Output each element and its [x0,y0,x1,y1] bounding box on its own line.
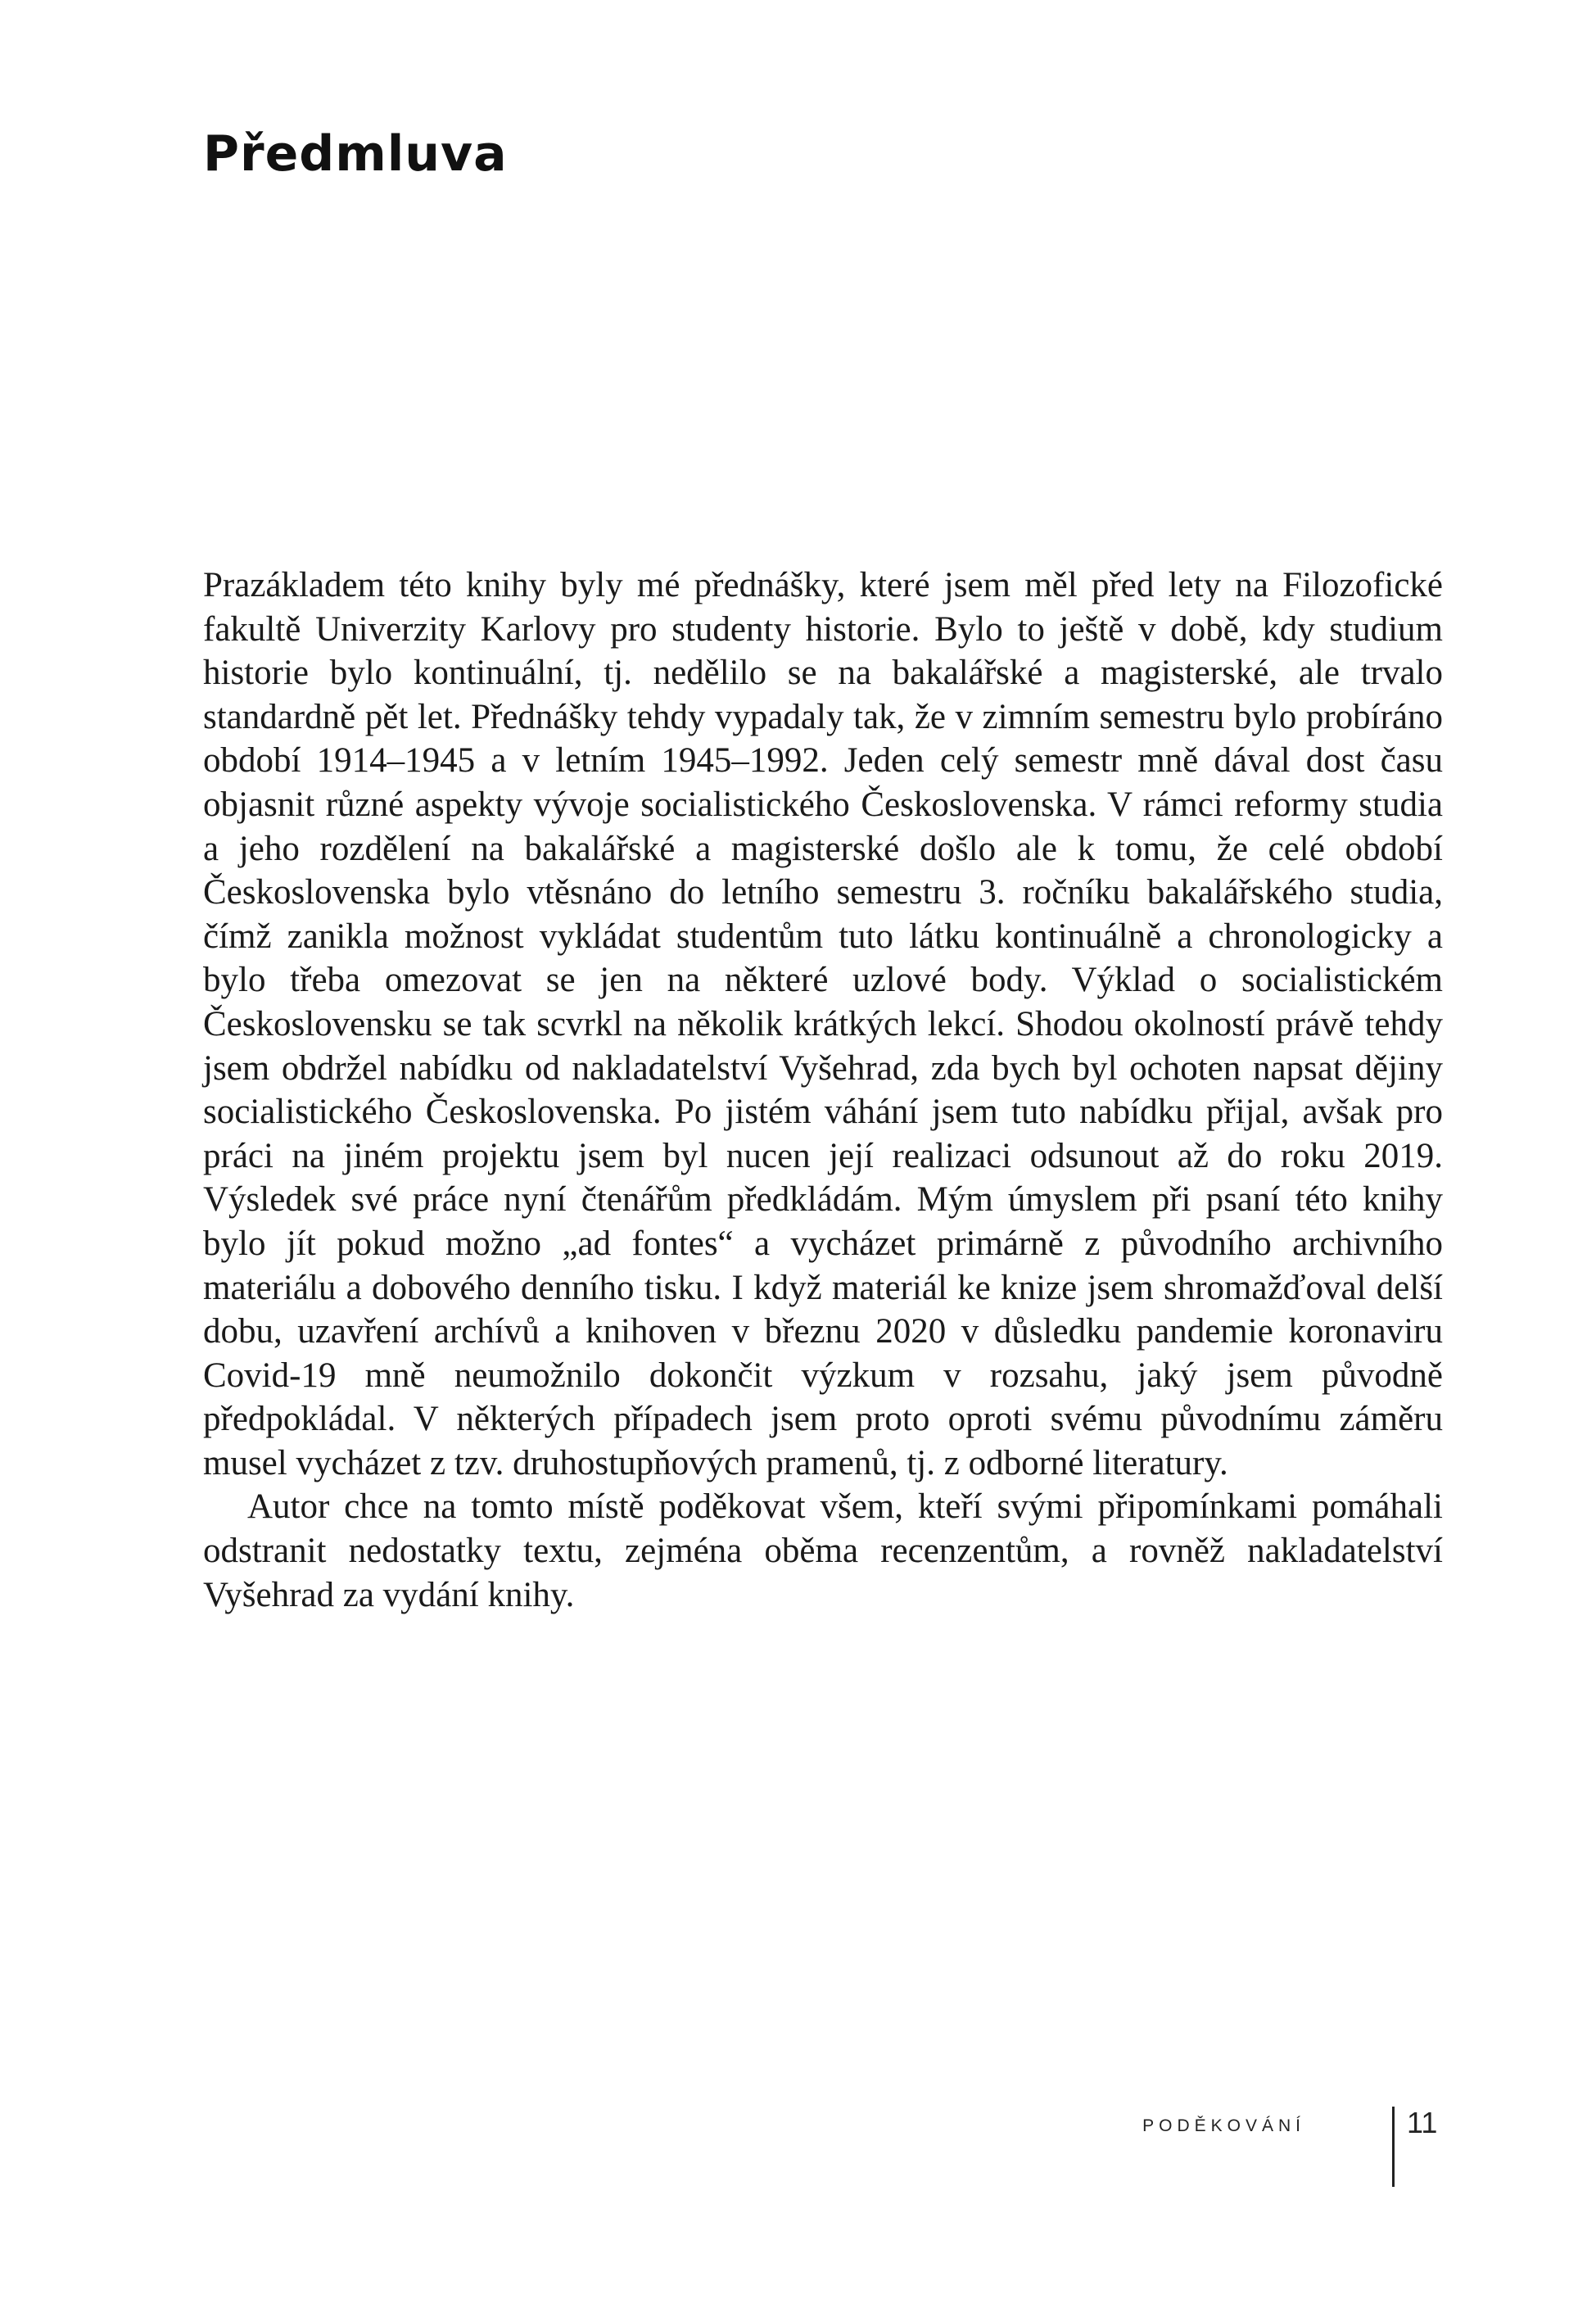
page-footer [0,2107,1596,2197]
page-number: 11 [1407,2106,1438,2139]
body-text [203,564,1443,1617]
paragraph-2: Autor chce na tomto místě poděkovat všem, kteří svými připomínkami pomáhali odstranit nedostatky textu, zejména oběma recenzentům, a rovněž nakladatelství Vyšehrad za vydání knihy. [203,1487,1443,1614]
running-head: PODĚKOVÁNÍ [1142,2116,1305,2135]
chapter-heading: Předmluva [203,125,508,183]
paragraph-1: Prazákladem této knihy byly mé přednášky, které jsem měl před lety na Filozofické fakultě Univerzity Karlovy pro studenty historie. Bylo to ještě v době, kdy studium historie bylo kontinuální, tj. nedělilo se na bakalářské a magisterské, ale trvalo standardně pět let. Přednášky tehdy vypadaly tak, že v zimním semestru bylo probíráno období 1914–1945 a v letním 1945–1992. Jeden celý semestr mně dával dost času objasnit různé aspekty vývoje socialistického Československa. V rámci reformy studia a jeho rozdělení na bakalářské a magisterské došlo ale k tomu, že celé období Československa bylo vtěsnáno do letního semestru 3. ročníku bakalářského studia, čímž zanikla možnost vykládat studentům tuto látku kontinuálně a chronologicky a bylo třeba omezovat se jen na některé uzlové body. Výklad o socialistickém Československu se tak scvrkl na několik krátkých lekcí. Shodou okolností právě tehdy jsem obdržel nabídku od nakladatelství Vyšehrad, zda bych byl ochoten napsat dějiny socialistického Československa. Po jistém váhání jsem tuto nabídku přijal, avšak pro práci na jiném projektu jsem byl nucen její realizaci odsunout až do roku 2019. Výsledek své práce nyní čtenářům předkládám. Mým úmyslem při psaní této knihy bylo jít pokud možno „ad fontes“ a vycházet primárně z původního archivního materiálu a dobového denního tisku. I když materiál ke knize jsem shromažďoval delší dobu, uzavření archívů a knihoven v březnu 2020 v důsledku pandemie koronaviru Covid-19 mně neumožnilo dokončit výzkum v rozsahu, jaký jsem původně předpokládal. V některých případech jsem proto oproti svému původnímu záměru musel vycházet z tzv. druhostupňových pramenů, tj. z odborné literatury. [203,566,1443,1482]
folio-divider [1392,2107,1395,2187]
